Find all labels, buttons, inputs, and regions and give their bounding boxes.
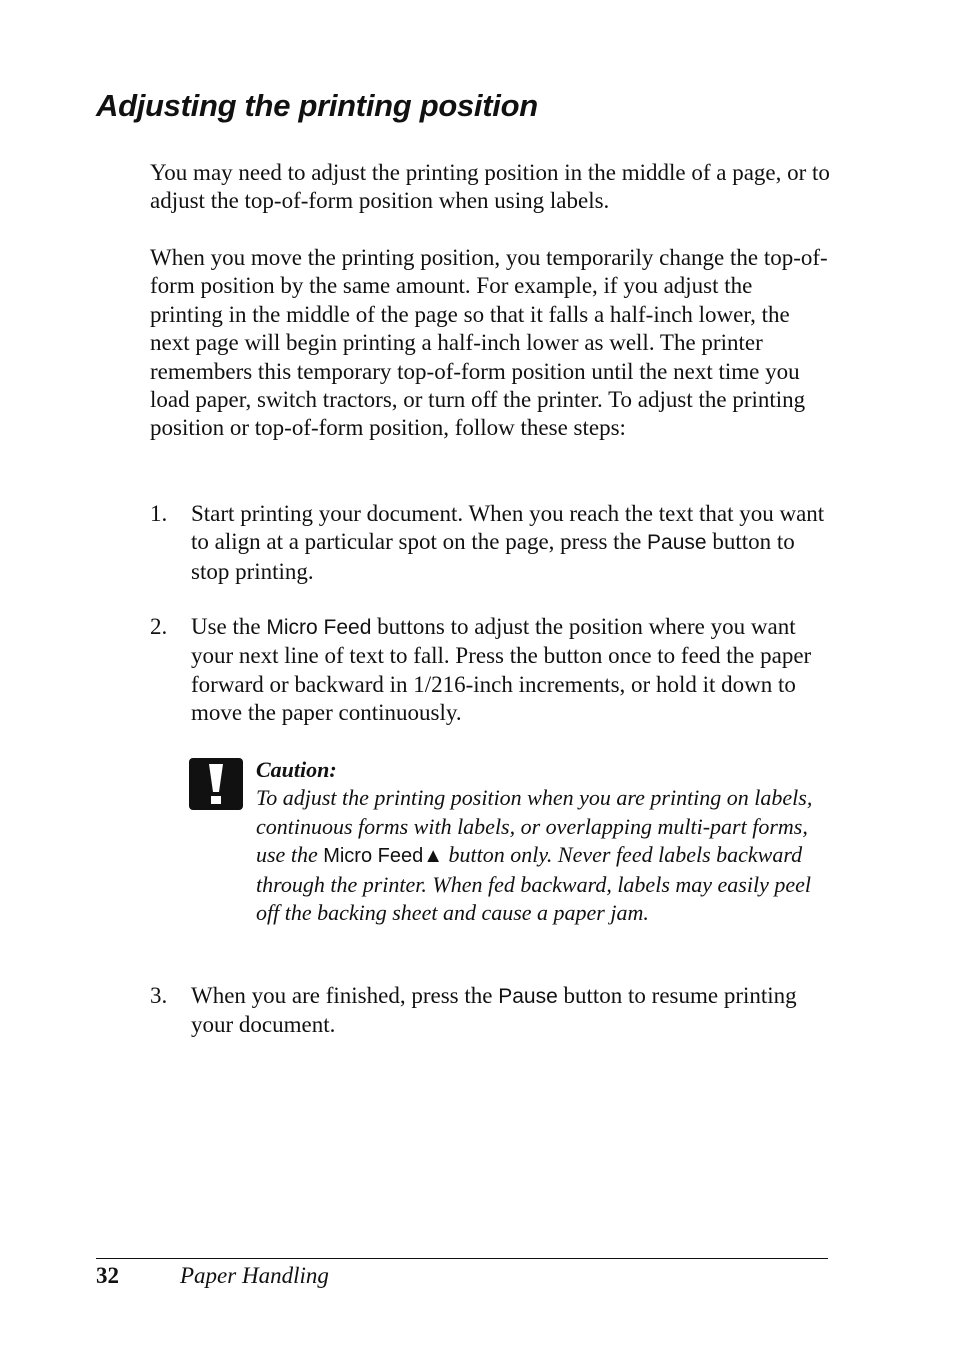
footer-divider: [96, 1258, 828, 1259]
intro-paragraph: You may need to adjust the printing position in the middle of a page, or to adjust the top-of-form position when using labels.: [150, 160, 830, 214]
step-text: Use the Micro Feed buttons to adjust the position where you want your next line of text to fall. Press the button once to feed the paper forward or backward in 1/216-inch increments, or hold it down to move the paper continuously.: [191, 614, 812, 726]
page-number: 32: [96, 1263, 119, 1288]
step-number: 2.: [150, 614, 168, 639]
caution-note: Caution: To adjust the printing position when you are printing on labels, continuous forms with labels, or overlapping multi-part forms, use the Micro Feed▲ button only. Never feed labels backward through the printer. When fed backward, labels may easily peel off the backing sheet and cause a paper jam.: [256, 756, 828, 927]
section-heading: Adjusting the printing position: [96, 88, 538, 123]
step-number: 3.: [150, 983, 168, 1008]
exclamation-icon: [189, 758, 243, 810]
pause-button-label: Pause: [647, 531, 707, 555]
micro-feed-up-button-label: Micro Feed▲: [323, 845, 444, 868]
step-text: Start printing your document. When you reach the text that you want to align at a particular spot on the page, press the Pause button to stop printing.: [191, 501, 825, 584]
pause-button-label: Pause: [498, 985, 558, 1008]
step-text: When you are finished, press the Pause button to resume printing your document.: [191, 983, 797, 1038]
caution-title: Caution:: [256, 757, 337, 782]
micro-feed-button-label: Micro Feed: [266, 616, 372, 639]
footer-section-title: Paper Handling: [180, 1263, 329, 1288]
step-number: 1.: [150, 501, 168, 526]
explanation-paragraph: When you move the printing position, you temporarily change the top-of-form position by the same amount. For example, if you adjust the printing in the middle of the page so that it falls a half-inch lower, the next page will begin printing a half-inch lower as well. The printer remembers this temporary top-of-form position until the next time you load paper, switch tractors, or turn off the printer. To adjust the printing position or top-of-form position, follow these steps:: [150, 245, 828, 441]
